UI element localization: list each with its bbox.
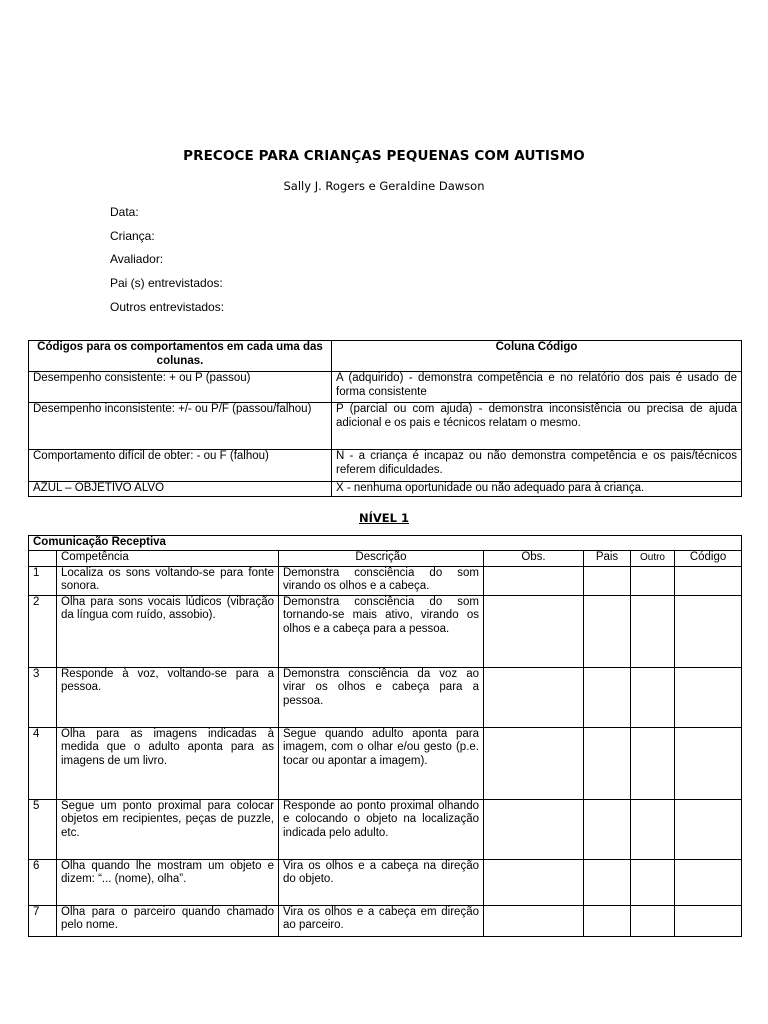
field-child: Criança:	[110, 228, 155, 243]
other-cell[interactable]	[631, 727, 675, 799]
other-cell[interactable]	[631, 667, 675, 727]
other-cell[interactable]	[631, 905, 675, 936]
parents-cell[interactable]	[584, 595, 631, 667]
codes-header-right: Coluna Código	[332, 341, 742, 372]
row-description: Responde ao ponto proximal olhando e colocando o objeto na localização indicada pelo adulto.	[279, 799, 484, 859]
table-row	[29, 905, 742, 936]
row-competence: Responde à voz, voltando-se para a pessoa.	[57, 667, 279, 727]
row-number: 5	[29, 799, 57, 859]
table-row	[29, 667, 742, 727]
codes-row-3-right: N - a criança é incapaz ou não demonstra competência e os pais/técnicos referem dificuldades.	[332, 450, 742, 482]
parents-cell[interactable]	[584, 859, 631, 905]
row-competence: Olha para o parceiro quando chamado pelo nome.	[57, 905, 279, 936]
table-row	[29, 799, 742, 859]
obs-cell[interactable]	[484, 667, 584, 727]
row-description: Demonstra consciência do som tornando-se mais ativo, virando os olhos e a cabeça para a pessoa.	[279, 595, 484, 667]
row-description: Demonstra consciência da voz ao virar os olhos e cabeça para a pessoa.	[279, 667, 484, 727]
codes-row-4-left: AZUL – OBJETIVO ALVO	[29, 482, 332, 497]
code-cell[interactable]	[675, 859, 742, 905]
document-title: PRECOCE PARA CRIANÇAS PEQUENAS COM AUTISMO	[183, 148, 585, 164]
parents-cell[interactable]	[584, 799, 631, 859]
parents-cell[interactable]	[584, 566, 631, 595]
section-title: Comunicação Receptiva	[29, 536, 742, 551]
table-row	[29, 859, 742, 905]
other-cell[interactable]	[631, 595, 675, 667]
codes-row-2-left: Desempenho inconsistente: +/- ou P/F (passou/falhou)	[29, 403, 332, 450]
obs-cell[interactable]	[484, 727, 584, 799]
row-competence: Olha quando lhe mostram um objeto e dizem: “... (nome), olha”.	[57, 859, 279, 905]
row-competence: Segue um ponto proximal para colocar objetos em recipientes, peças de puzzle, etc.	[57, 799, 279, 859]
code-cell[interactable]	[675, 905, 742, 936]
other-cell[interactable]	[631, 566, 675, 595]
code-cell[interactable]	[675, 727, 742, 799]
row-number: 2	[29, 595, 57, 667]
table-row	[29, 566, 742, 595]
row-description: Vira os olhos e a cabeça na direção do objeto.	[279, 859, 484, 905]
table-row	[29, 595, 742, 667]
row-competence: Localiza os sons voltando-se para fonte sonora.	[57, 566, 279, 595]
obs-cell[interactable]	[484, 905, 584, 936]
codes-table	[28, 340, 742, 497]
header-competence: Competência	[57, 550, 279, 566]
codes-row-1-right: A (adquirido) - demonstra competência e no relatório dos pais é usado de forma consistente	[332, 372, 742, 403]
parents-cell[interactable]	[584, 667, 631, 727]
level-title: NÍVEL 1	[359, 511, 409, 525]
header-code: Código	[675, 550, 742, 566]
other-cell[interactable]	[631, 799, 675, 859]
codes-row-4-right: X - nenhuma oportunidade ou não adequado para à criança.	[332, 482, 742, 497]
table-row	[29, 727, 742, 799]
parents-cell[interactable]	[584, 727, 631, 799]
field-evaluator: Avaliador:	[110, 252, 164, 267]
row-description: Vira os olhos e a cabeça em direção ao parceiro.	[279, 905, 484, 936]
code-cell[interactable]	[675, 799, 742, 859]
row-description: Segue quando adulto aponta para imagem, com o olhar e/ou gesto (p.e. tocar ou apontar a imagem).	[279, 727, 484, 799]
header-parents: Pais	[584, 550, 631, 566]
header-number	[29, 550, 57, 566]
skills-table	[28, 535, 742, 937]
code-cell[interactable]	[675, 566, 742, 595]
codes-row-3-left: Comportamento difícil de obter: - ou F (falhou)	[29, 450, 332, 482]
parents-cell[interactable]	[584, 905, 631, 936]
obs-cell[interactable]	[484, 799, 584, 859]
row-number: 4	[29, 727, 57, 799]
field-date: Data:	[110, 205, 139, 219]
code-cell[interactable]	[675, 667, 742, 727]
obs-cell[interactable]	[484, 859, 584, 905]
row-number: 1	[29, 566, 57, 595]
other-cell[interactable]	[631, 859, 675, 905]
field-parents: Pai (s) entrevistados:	[110, 276, 223, 291]
code-cell[interactable]	[675, 595, 742, 667]
header-obs: Obs.	[484, 550, 584, 566]
row-competence: Olha para sons vocais lúdicos (vibração da língua com ruído, assobio).	[57, 595, 279, 667]
row-number: 6	[29, 859, 57, 905]
codes-row-1-left: Desempenho consistente: + ou P (passou)	[29, 372, 332, 403]
info-fields	[110, 204, 224, 322]
header-other: Outro	[631, 550, 675, 566]
codes-row-2-right: P (parcial ou com ajuda) - demonstra inconsistência ou precisa de ajuda adicional e os pais e técnicos relatam o mesmo.	[332, 403, 742, 450]
codes-header-left: Códigos para os comportamentos em cada uma das colunas.	[29, 341, 332, 372]
row-number: 3	[29, 667, 57, 727]
field-others: Outros entrevistados:	[110, 299, 225, 314]
header-description: Descrição	[279, 550, 484, 566]
document-authors: Sally J. Rogers e Geraldine Dawson	[283, 179, 485, 193]
obs-cell[interactable]	[484, 595, 584, 667]
row-description: Demonstra consciência do som virando os olhos e a cabeça.	[279, 566, 484, 595]
row-number: 7	[29, 905, 57, 936]
row-competence: Olha para as imagens indicadas à medida que o adulto aponta para as imagens de um livro.	[57, 727, 279, 799]
obs-cell[interactable]	[484, 566, 584, 595]
